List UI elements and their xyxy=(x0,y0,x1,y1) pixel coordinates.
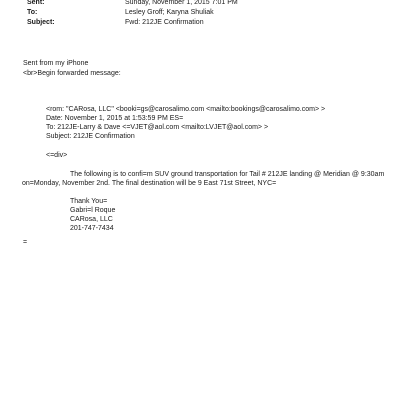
to-value: Lesley Groff; Karyna Shuliak xyxy=(125,9,214,16)
subject-label: Subject: xyxy=(27,19,55,26)
phone-line: 201-747-7434 xyxy=(70,225,114,232)
company-line: CARosa, LLC xyxy=(70,216,113,223)
subject-row xyxy=(27,18,387,28)
sent-row xyxy=(27,0,387,8)
trailing-mark: = xyxy=(23,239,28,246)
signer-name-line: Gabri=l Roque xyxy=(70,207,116,214)
forwarded-subject-line: Subject: 212JE Confirmation xyxy=(46,133,135,140)
subject-value: Fwd: 212JE Confirmation xyxy=(125,19,204,26)
to-label: To: xyxy=(27,9,38,16)
message-line-2: on=Monday, November 2nd. The final destination will be 9 East 71st Street, NYC= xyxy=(22,180,277,187)
forwarded-from-line: <rom: "CARosa, LLC" <booki=gs@carosalimo.com <mailto:bookings@carosalimo.com> > xyxy=(46,106,326,113)
div-tag-line: <=div> xyxy=(46,152,68,159)
to-row xyxy=(27,8,387,18)
sent-label: Sent: xyxy=(27,0,45,6)
thank-you-line: Thank You= xyxy=(70,198,108,205)
begin-forwarded-line: <br>Begin forwarded message: xyxy=(23,70,121,77)
forwarded-to-line: To: 212JE-Larry & Dave <=VJET@aol.com <mailto:LVJET@aol.com> > xyxy=(46,124,269,131)
forwarded-date-line: Date: November 1, 2015 at 1:53:59 PM ES= xyxy=(46,115,184,122)
message-line-1: The following is to confi=m SUV ground transportation for Tail # 212JE landing @ Meridian @ 9:30am xyxy=(70,171,385,178)
sent-from-line: Sent from my iPhone xyxy=(23,60,89,67)
sent-value: Sunday, November 1, 2015 7:01 PM xyxy=(125,0,238,6)
